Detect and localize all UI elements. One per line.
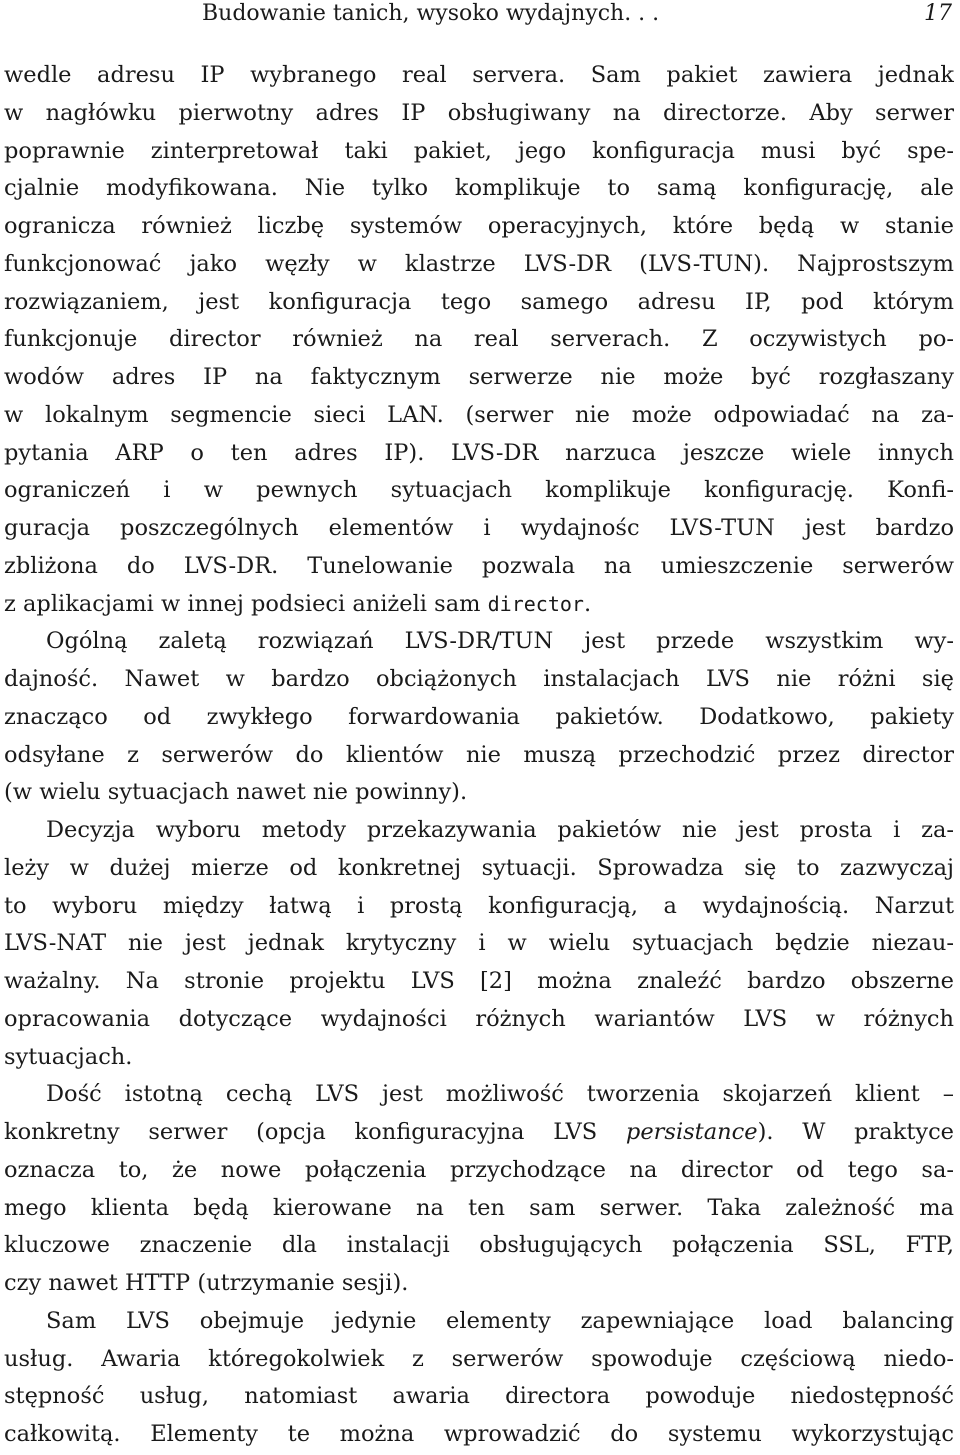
text-line: funkcjonuje director również na real serverach. Z oczywistych po- bbox=[4, 326, 954, 353]
text-line bbox=[4, 586, 954, 624]
text-line: kluczowe znaczenie dla instalacji obsługujących połączenia SSL, FTP, bbox=[4, 1232, 954, 1259]
paragraph-2 bbox=[4, 623, 954, 812]
paragraph-3 bbox=[4, 812, 954, 1076]
text-run: . bbox=[583, 590, 592, 617]
text-line: ważalny. Na stronie projektu LVS [2] można znaleźć bardzo obszerne bbox=[4, 968, 954, 994]
text-line: (w wielu sytuacjach nawet nie powinny). bbox=[4, 779, 468, 806]
body-text bbox=[4, 57, 954, 1454]
text-line: opracowania dotyczące wydajności różnych wariantów LVS w różnych bbox=[4, 1005, 954, 1032]
text-line: czy nawet HTTP (utrzymanie sesji). bbox=[4, 1270, 409, 1296]
text-line: poprawnie zinterpretował taki pakiet, jego konfiguracja musi być spe- bbox=[4, 137, 954, 164]
paragraph-5 bbox=[4, 1303, 954, 1454]
paragraph-1 bbox=[4, 57, 954, 623]
text-line: mego klienta będą kierowane na ten sam serwer. Taka zależność ma bbox=[4, 1194, 954, 1221]
text-line: dajność. Nawet w bardzo obciążonych instalacjach LVS nie różni się bbox=[4, 666, 954, 692]
text-line: Decyzja wyboru metody przekazywania pakietów nie jest prosta i za- bbox=[46, 817, 954, 843]
text-line: rozwiązaniem, jest konfiguracja tego samego adresu IP, pod którym bbox=[4, 288, 954, 315]
text-line: ogranicza również liczbę systemów operacyjnych, które będą w stanie bbox=[4, 213, 954, 239]
text-run: ). W praktyce bbox=[757, 1119, 954, 1145]
text-line: ograniczeń i w pewnych sytuacjach komplikuje konfigurację. Konfi- bbox=[4, 477, 954, 504]
text-line: stępność usług, natomiast awaria directora powoduje niedostępność bbox=[4, 1383, 954, 1410]
text-line: w nagłówku pierwotny adres IP obsługiwany na directorze. Aby serwer bbox=[4, 99, 954, 126]
text-line: funkcjonować jako węzły w klastrze LVS-DR (LVS-TUN). Najprostszym bbox=[4, 250, 954, 277]
text-line: cjalnie modyfikowana. Nie tylko komplikuje to samą konfigurację, ale bbox=[4, 175, 954, 202]
text-line: znacząco od zwykłego forwardowania pakietów. Dodatkowo, pakiety bbox=[4, 703, 954, 730]
text-line: odsyłane z serwerów do klientów nie muszą przechodzić przez director bbox=[4, 741, 954, 768]
text-line: oznacza to, że nowe połączenia przychodzące na director od tego sa- bbox=[4, 1156, 954, 1183]
text-run: konkretny serwer (opcja konfiguracyjna LVS bbox=[4, 1119, 626, 1145]
running-header bbox=[0, 0, 960, 34]
text-line: sytuacjach. bbox=[4, 1043, 133, 1070]
running-title: Budowanie tanich, wysoko wydajnych. . . bbox=[202, 1, 660, 26]
text-line: Sam LVS obejmuje jedynie elementy zapewniające load balancing bbox=[46, 1307, 954, 1334]
text-line: Dość istotną cechą LVS jest możliwość tworzenia skojarzeń klient – bbox=[46, 1081, 954, 1108]
text-line: usług. Awaria któregokolwiek z serwerów spowoduje częściową niedo- bbox=[4, 1345, 954, 1372]
text-line bbox=[4, 1114, 954, 1152]
emphasized-term: persistance bbox=[625, 1119, 758, 1145]
code-term: director bbox=[487, 591, 584, 616]
text-line: całkowitą. Elementy te można wprowadzić do systemu wykorzystując bbox=[4, 1421, 954, 1447]
paragraph-4 bbox=[4, 1076, 954, 1303]
text-line: LVS-NAT nie jest jednak krytyczny i w wielu sytuacjach będzie niezau- bbox=[4, 930, 954, 957]
text-line: zbliżona do LVS-DR. Tunelowanie pozwala na umieszczenie serwerów bbox=[4, 552, 954, 579]
text-line: to wyboru między łatwą i prostą konfiguracją, a wydajnością. Narzut bbox=[4, 892, 954, 919]
text-run: z aplikacjami w innej podsieci aniżeli sam bbox=[4, 590, 488, 617]
text-line: wodów adres IP na faktycznym serwerze nie może być rozgłaszany bbox=[4, 364, 954, 390]
text-line: guracja poszczególnych elementów i wydajnośc LVS-TUN jest bardzo bbox=[4, 515, 954, 541]
text-line: leży w dużej mierze od konkretnej sytuacji. Sprowadza się to zazwyczaj bbox=[4, 854, 954, 881]
page-number: 17 bbox=[924, 1, 952, 26]
text-line: wedle adresu IP wybranego real servera. Sam pakiet zawiera jednak bbox=[4, 62, 954, 88]
text-line: pytania ARP o ten adres IP). LVS-DR narzuca jeszcze wiele innych bbox=[4, 439, 954, 466]
text-line: Ogólną zaletą rozwiązań LVS-DR/TUN jest przede wszystkim wy- bbox=[46, 628, 954, 655]
text-line: w lokalnym segmencie sieci LAN. (serwer nie może odpowiadać na za- bbox=[4, 401, 954, 428]
